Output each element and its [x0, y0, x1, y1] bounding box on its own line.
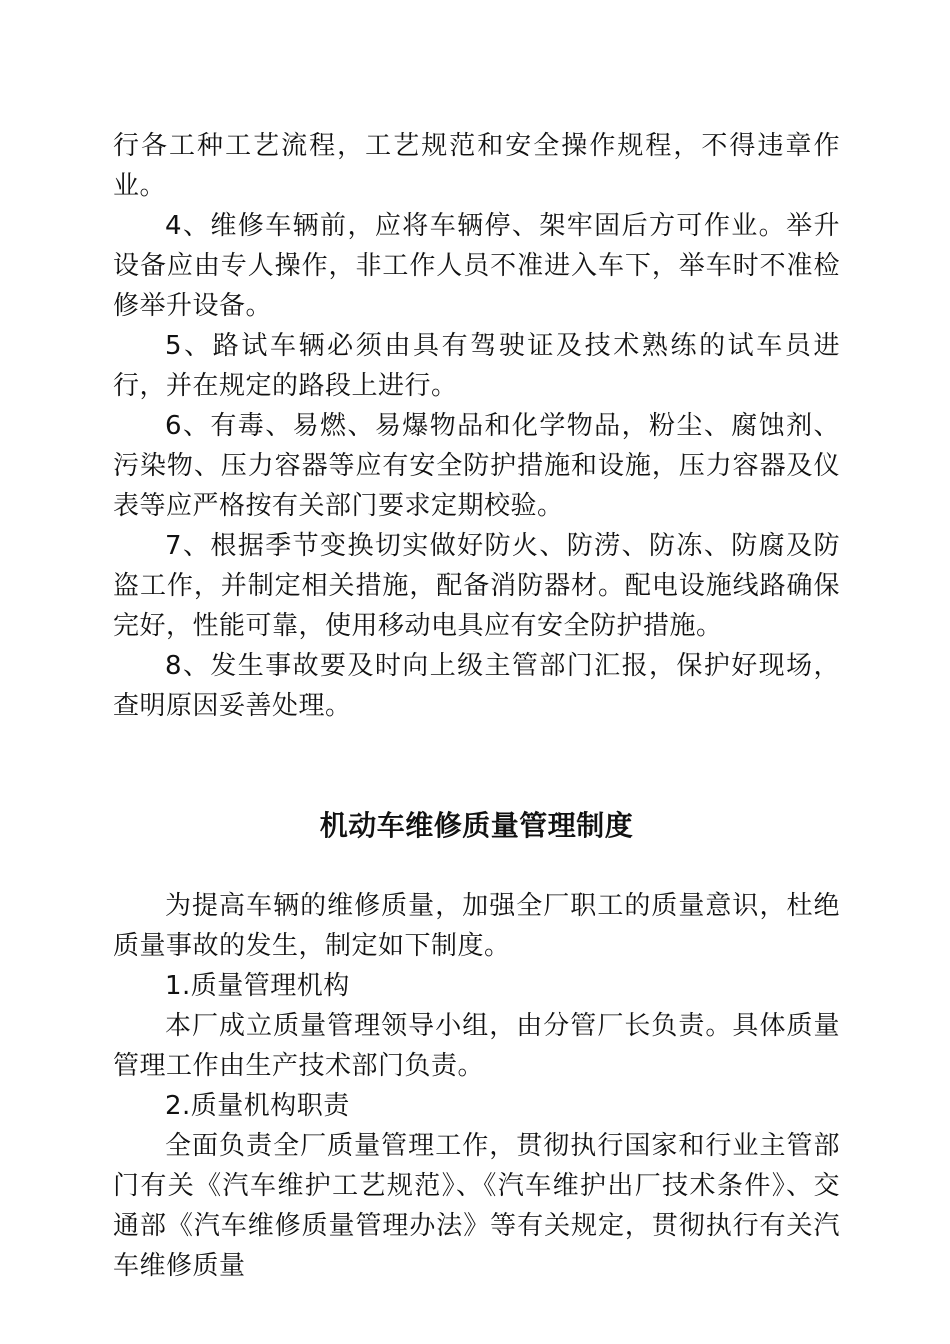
- subheading-quality-organization: 1.质量管理机构: [165, 971, 350, 1001]
- paragraph-item-5: 5、路试车辆必须由具有驾驶证及技术熟练的试车员进行，并在规定的路段上进行。: [113, 331, 840, 401]
- paragraph-continuation: 行各工种工艺流程，工艺规范和安全操作规程，不得违章作业。: [113, 131, 840, 201]
- paragraph-item-4: 4、维修车辆前，应将车辆停、架牢固后方可作业。举升设备应由专人操作，非工作人员不准进入车下，举车时不准检修举升设备。: [113, 211, 840, 321]
- paragraph-quality-duties: 全面负责全厂质量管理工作，贯彻执行国家和行业主管部门有关《汽车维护工艺规范》、《汽车维护出厂技术条件》、交通部《汽车维修质量管理办法》等有关规定，贯彻执行有关汽车维修质量: [113, 1131, 840, 1281]
- paragraph-item-6: 6、有毒、易燃、易爆物品和化学物品，粉尘、腐蚀剂、污染物、压力容器等应有安全防护措施和设施，压力容器及仪表等应严格按有关部门要求定期校验。: [113, 411, 840, 521]
- subheading-quality-duties: 2.质量机构职责: [165, 1091, 350, 1121]
- paragraph-quality-organization: 本厂成立质量管理领导小组，由分管厂长负责。具体质量管理工作由生产技术部门负责。: [113, 1011, 840, 1081]
- paragraph-item-8: 8、发生事故要及时向上级主管部门汇报，保护好现场，查明原因妥善处理。: [113, 651, 840, 721]
- paragraph-intro: 为提高车辆的维修质量，加强全厂职工的质量意识，杜绝质量事故的发生，制定如下制度。: [113, 891, 840, 961]
- paragraph-item-7: 7、根据季节变换切实做好防火、防涝、防冻、防腐及防盗工作，并制定相关措施，配备消防器材。配电设施线路确保完好，性能可靠，使用移动电具应有安全防护措施。: [113, 531, 840, 641]
- section-spacer: [113, 726, 840, 806]
- document-body: [113, 126, 840, 1286]
- section-title: 机动车维修质量管理制度: [319, 809, 634, 842]
- title-spacer: [113, 846, 840, 886]
